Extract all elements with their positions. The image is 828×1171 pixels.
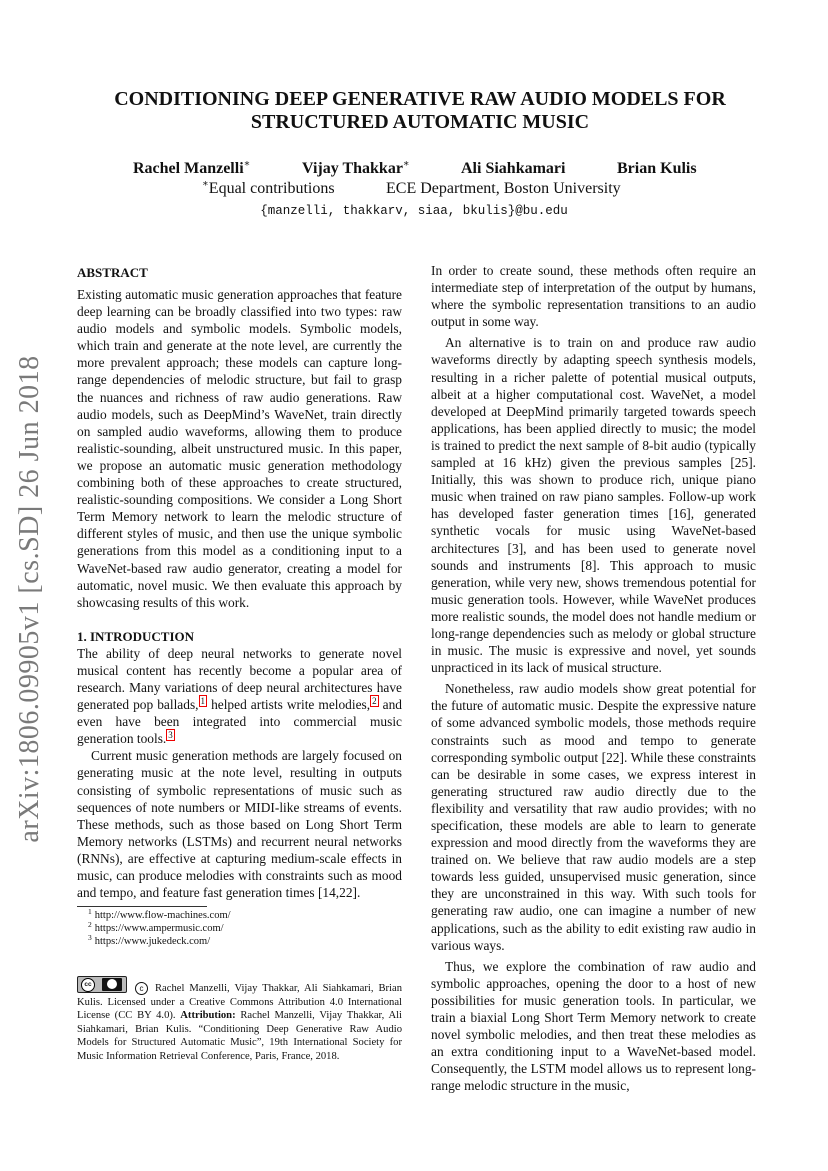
author-mark: ∗ <box>243 158 251 170</box>
author-2 <box>302 160 410 178</box>
attribution-person-icon <box>107 979 117 989</box>
cc-logo-text: cc <box>81 978 95 992</box>
right-column <box>431 262 756 1095</box>
right-paragraph-3: Thus, we explore the combination of raw audio and symbolic approaches, opening the door to a host of new possibilities for music generation tools. In particular, we train a biaxial Long Short Term Memory network to create novel symbolic melodies, and then treat these melodies as an extra conditioning input to a WaveNet-based model. Consequently, the LSTM model allows us to represent long-range melodic structure in the music, <box>431 958 756 1094</box>
left-column <box>77 264 402 901</box>
intro-paragraph-2: Current music generation methods are largely focused on generating music at the note level, resulting in outputs consisting of symbolic representations of music such as sequences of note numbers or MIDI-like streams of events. These methods, such as those based on Long Short Term Memory networks (LSTMs) and recurrent neural networks (RNNs), are effective at capturing medium-scale effects in music, can produce melodies with constraints such as mood and tempo, and feature fast generation times [14,22]. <box>77 748 402 901</box>
author-name: Rachel Manzelli <box>133 160 244 177</box>
right-paragraph-2: Nonetheless, raw audio models show great potential for the future of automatic music. Despite the expressive nature of some advanced symbolic models, those methods require constraints such as mood and tempo to generate corresponding symbolic output [22]. While these constraints can be desirable in some cases, we express interest in generating structured raw audio directly due to the flexibility and versatility that raw audio provides; with no specification, these models are able to learn to generate expression and mood directly from the waveforms they are trained on. We believe that raw audio models are a step towards less guided, unsupervised music generation, since they are unconstrained in this way. With such tools for generating raw audio, one can imagine a number of new applications, such as the ability to edit existing raw audio in various ways. <box>431 681 756 953</box>
intro-p1-text-c: and even have been integrated into commercial music generation tools. <box>77 697 402 747</box>
footnote-3 <box>88 932 388 948</box>
footnote-ref-1[interactable]: 1 <box>200 695 206 706</box>
footnote-divider <box>77 906 207 907</box>
intro-paragraph-1 <box>77 645 402 748</box>
footnote-ref-2[interactable]: 2 <box>372 695 377 706</box>
paper-title <box>70 88 770 134</box>
author-3 <box>461 160 565 178</box>
license-text-a: Rachel Manzelli, Vijay Thakkar, Ali Siahkamari, Brian Kulis. Licensed under a Creative Commons Attribution 4.0 International License (CC BY 4.0). <box>77 983 402 1022</box>
author-4 <box>617 160 697 178</box>
footnotes <box>88 906 388 949</box>
footnote-number: 2 <box>88 919 92 929</box>
license-notice <box>77 976 402 1064</box>
abstract-heading: ABSTRACT <box>77 265 148 280</box>
equal-contribution-mark: ∗ <box>202 178 209 190</box>
author-name: Vijay Thakkar <box>302 160 403 177</box>
footnote-number: 3 <box>88 932 92 942</box>
author-1 <box>133 160 250 178</box>
cc-by-license-icon[interactable] <box>77 976 127 993</box>
author-name: Brian Kulis <box>617 160 697 177</box>
footnote-ref-3[interactable]: 3 <box>168 729 173 740</box>
footnote-url[interactable]: http://www.flow-machines.com/ <box>94 910 231 921</box>
footnote-url[interactable]: https://www.jukedeck.com/ <box>94 936 211 948</box>
affiliation: ECE Department, Boston University <box>386 180 621 197</box>
footnote-number: 1 <box>88 906 92 916</box>
footnote-1 <box>88 906 388 922</box>
abstract-text: Existing automatic music generation approaches that feature deep learning can be broadly classified into two types: raw audio models and symbolic models. Symbolic models, which train and generate at the note level, are currently the more prevalent approach; these models can capture long-range dependencies of melodic structure, but fail to grasp the nuances and richness of raw audio generations. Raw audio models, such as DeepMind’s WaveNet, train directly on sampled audio waveforms, allowing them to produce realistic-sounding, albeit unstructured music. In this paper, we propose an automatic music generation methodology combining both of these approaches to create structured, realistic-sounding compositions. We consider a Long Short Term Memory network to learn the melodic structure of different styles of music, and then use the unique symbolic generations from this model as a conditioning input to a WaveNet-based raw audio generator, creating a model for automatic, novel music. We then evaluate this approach by showcasing results of this work. <box>77 287 402 610</box>
title-line-2: STRUCTURED AUTOMATIC MUSIC <box>250 111 590 133</box>
arxiv-identifier: arXiv:1806.09905v1 [cs.SD] 26 Jun 2018 <box>14 355 45 843</box>
author-mark: ∗ <box>402 158 410 170</box>
footnote-url[interactable]: https://www.ampermusic.com/ <box>94 923 224 935</box>
author-emails: {manzelli, thakkarv, siaa, bkulis}@bu.edu <box>260 204 568 218</box>
copyright-icon: c <box>135 982 148 995</box>
title-line-1: CONDITIONING DEEP GENERATIVE RAW AUDIO MODELS FOR <box>114 88 726 110</box>
footnote-2 <box>88 919 388 935</box>
intro-p1-text-b: helped artists write melodies, <box>207 697 371 713</box>
right-paragraph-1: An alternative is to train on and produce raw audio waveforms directly by adapting speech synthesis models, resulting in a richer palette of potential musical outputs, albeit at a higher computational cost. WaveNet, a model developed at DeepMind primarily targeted towards speech applications, has been applied directly to music; the model is trained to predict the next sample of 8-bit audio (typically sampled at 16 kHz) given the previous samples [25]. Initially, this was shown to produce rich, unique piano music when trained on raw piano samples. Follow-up work has developed faster generation times [16], generated synthetic vocals for music using WaveNet-based architectures [3], and has been used to generate novel sounds and instruments [8]. This approach to music generation, while very new, shows tremendous potential for music generation tools. However, while WaveNet produces more realistic sounds, the model does not handle medium or long-range dependencies such as melody or global structure in music. The music is expressive and novel, yet sounds unpracticed in its lack of musical structure. <box>431 335 756 676</box>
author-name: Ali Siahkamari <box>461 160 566 177</box>
equal-contribution-note <box>202 180 335 198</box>
right-paragraph-0: In order to create sound, these methods often require an intermediate step of interpretation of the output by humans, where the symbolic representation transitions to an audio output in some way. <box>431 263 756 330</box>
license-text-b: Rachel Manzelli, Vijay Thakkar, Ali Siahkamari, Brian Kulis. “Conditioning Deep Generative Raw Audio Models for Structured Automatic Music”, 19th International Society for Music Information Retrieval Conference, Paris, France, 2018. <box>77 1010 402 1062</box>
introduction-heading: 1. INTRODUCTION <box>77 628 195 644</box>
attribution-label: Attribution: <box>180 1010 236 1022</box>
intro-p1-text-a: The ability of deep neural networks to generate novel musical content has recently become a popular area of research. Many variations of deep neural architectures have generated pop ballads, <box>77 645 402 713</box>
equal-contribution-text: Equal contributions <box>208 180 335 197</box>
